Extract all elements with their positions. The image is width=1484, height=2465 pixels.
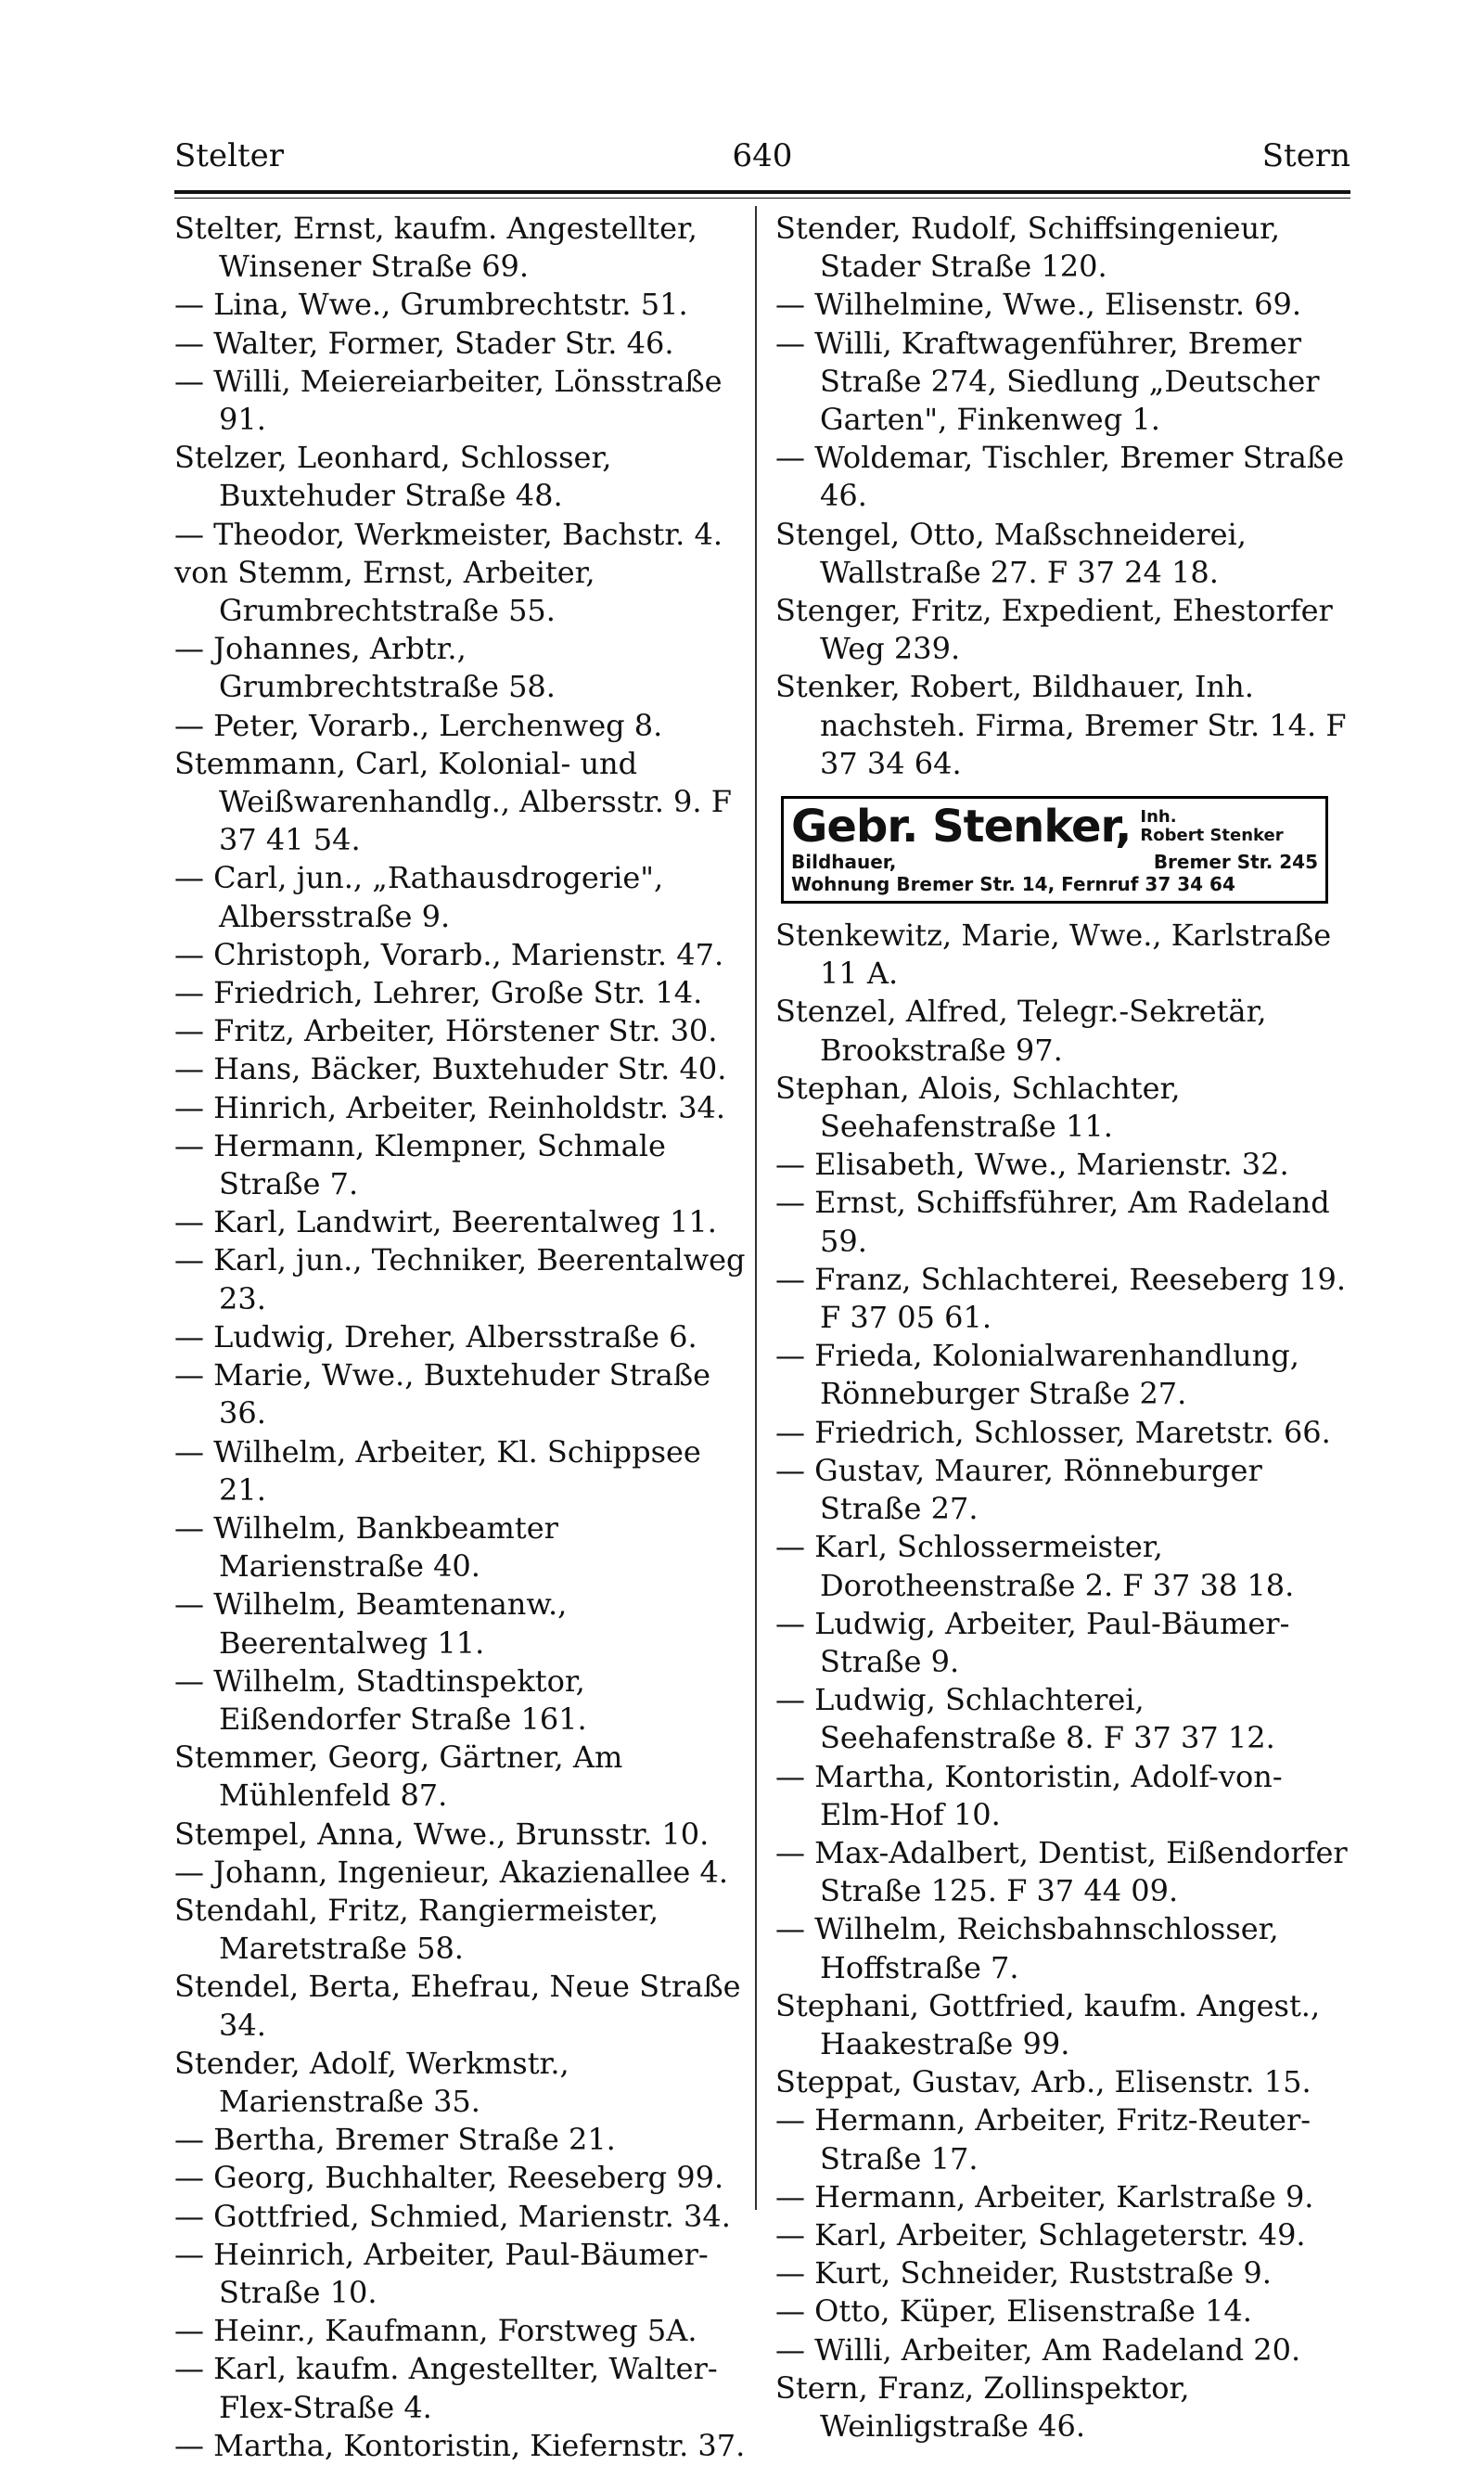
directory-entry: Stendahl, Fritz, Rangiermeister, Maretstraße 58. [174,1892,659,1967]
directory-entry: — Martha, Kontoristin, Kiefernstr. 37. [174,2427,746,2463]
directory-entry: Stemmann, Carl, Kolonial- und Weißwarenhandlg., Albersstr. 9. F 37 41 54. [174,745,732,858]
directory-entry: — Ludwig, Arbeiter, Paul-Bäumer-Straße 9. [775,1605,1290,1679]
directory-entry: — Hermann, Klempner, Schmale Straße 7. [174,1127,666,1202]
directory-entry: Stenger, Fritz, Expedient, Ehestorfer Weg 239. [775,593,1333,667]
directory-entry: — Woldemar, Tischler, Bremer Straße 46. [775,440,1345,514]
directory-entry: Stemmer, Georg, Gärtner, Am Mühlenfeld 87. [174,1740,623,1814]
ad-trade: Bildhauer, [791,851,897,874]
right-column [775,210,1350,2446]
directory-entry: Stengel, Otto, Maßschneiderei, Wallstraße 27. F 37 24 18. [775,516,1247,590]
directory-entry: — Theodor, Werkmeister, Bachstr. 4. [174,516,723,552]
directory-entry: Stelzer, Leonhard, Schlosser, Buxtehuder Straße 48. [174,440,612,514]
directory-entry: — Wilhelm, Beamtenanw., Beerentalweg 11. [174,1586,568,1661]
ad-workshop-address: Bremer Str. 245 [1153,851,1318,874]
directory-entry: Stephan, Alois, Schlachter, Seehafenstraße 11. [775,1070,1181,1145]
directory-entry: — Johannes, Arbtr., Grumbrechtstraße 58. [174,631,556,705]
directory-entry: Stendel, Berta, Ehefrau, Neue Straße 34. [174,1969,741,2043]
page-number: 640 [732,137,793,174]
directory-entry: Stempel, Anna, Wwe., Brunsstr. 10. [174,1816,710,1852]
directory-entry: Stenker, Robert, Bildhauer, Inh. nachsteh. Firma, Bremer Str. 14. F 37 34 64. [775,669,1347,781]
ad-firm-name: Gebr. Stenker, [791,801,1132,854]
directory-entry: — Karl, Schlossermeister, Dorotheenstraße 2. F 37 38 18. [775,1529,1295,1603]
ad-owner-block [1140,808,1283,851]
directory-entry: — Wilhelm, Reichsbahnschlosser, Hoffstraße 7. [775,1911,1279,1985]
directory-entry: — Karl, jun., Techniker, Beerentalweg 23. [174,1242,746,1316]
right-column-bottom [775,917,1350,2446]
header-rule-thin [174,198,1350,199]
directory-entry: — Lina, Wwe., Grumbrechtstr. 51. [174,287,688,323]
directory-entry: — Otto, Küper, Elisenstraße 14. [775,2293,1252,2330]
directory-entry: Stender, Rudolf, Schiffsingenieur, Stader Straße 120. [775,211,1281,285]
directory-entry: — Ludwig, Dreher, Albersstraße 6. [174,1318,697,1354]
directory-entry: — Bertha, Bremer Straße 21. [174,2122,616,2158]
running-head [174,137,1350,184]
directory-entry: Stelter, Ernst, kaufm. Angestellter, Winsener Straße 69. [174,211,697,285]
directory-entry: — Hermann, Arbeiter, Fritz-Reuter-Straße 17. [775,2102,1311,2176]
directory-entry: — Gottfried, Schmied, Marienstr. 34. [174,2198,731,2234]
directory-entry: — Christoph, Vorarb., Marienstr. 47. [174,936,724,972]
ad-owner: Robert Stenker [1140,826,1284,846]
directory-entry: — Max-Adalbert, Dentist, Eißendorfer Straße 125. F 37 44 09. [775,1834,1348,1909]
directory-entry: — Peter, Vorarb., Lerchenweg 8. [174,707,663,743]
header-rule-thick [174,190,1350,194]
ad-inh-label: Inh. [1140,807,1177,828]
header-first-name: Stelter [174,137,284,174]
directory-entry: — Fritz, Arbeiter, Hörstener Str. 30. [174,1013,718,1049]
directory-entry: — Georg, Buchhalter, Reeseberg 99. [174,2160,724,2196]
directory-entry: — Frieda, Kolonialwarenhandlung, Rönneburger Straße 27. [775,1338,1299,1412]
directory-entry: — Carl, jun., „Rathausdrogerie", Albersstraße 9. [174,860,664,934]
directory-entry: Stender, Adolf, Werkmstr., Marienstraße 35. [174,2045,569,2119]
directory-entry: — Wilhelm, Bankbeamter Marienstraße 40. [174,1509,558,1585]
directory-entry: Stenkewitz, Marie, Wwe., Karlstraße 11 A. [775,918,1332,992]
directory-entry: — Franz, Schlachterei, Reeseberg 19. F 37 05 61. [775,1261,1347,1336]
directory-entry: — Ludwig, Schlachterei, Seehafenstraße 8. F 37 37 12. [775,1682,1275,1756]
stenker-advertisement [781,796,1328,904]
directory-entry: — Hermann, Arbeiter, Karlstraße 9. [775,2178,1314,2215]
directory-entry: — Karl, Arbeiter, Schlageterstr. 49. [775,2216,1306,2253]
directory-entry: — Karl, Landwirt, Beerentalweg 11. [174,1204,717,1240]
left-column [174,210,749,2465]
directory-entry: Stenzel, Alfred, Telegr.-Sekretär, Brookstraße 97. [775,994,1267,1068]
directory-entry: — Willi, Kraftwagenführer, Bremer Straße 274, Siedlung „Deutscher Garten", Finkenweg 1. [775,325,1320,438]
directory-entry: — Marie, Wwe., Buxtehuder Straße 36. [174,1357,711,1431]
directory-entry: — Friedrich, Lehrer, Große Str. 14. [174,975,703,1011]
directory-entry: — Wilhelm, Stadtinspektor, Eißendorfer Straße 161. [174,1663,587,1737]
directory-entry: Stern, Franz, Zollinspektor, Weinligstraße 46. [775,2369,1190,2444]
directory-entry: — Elisabeth, Wwe., Marienstr. 32. [775,1147,1289,1183]
directory-entry: — Karl, kaufm. Angestellter, Walter-Flex-Straße 4. [174,2351,718,2425]
directory-entry: — Hans, Bäcker, Buxtehuder Str. 40. [174,1051,727,1087]
directory-entry: — Walter, Former, Stader Str. 46. [174,325,674,361]
directory-entry: Stephani, Gottfried, kaufm. Angest., Haakestraße 99. [775,1987,1321,2061]
directory-entry: — Friedrich, Schlosser, Maretstr. 66. [775,1414,1331,1450]
directory-entry: — Ernst, Schiffsführer, Am Radeland 59. [775,1185,1330,1259]
directory-entry: — Heinr., Kaufmann, Forstweg 5A. [174,2313,697,2349]
directory-entry: — Heinrich, Arbeiter, Paul-Bäumer-Straße 10. [174,2236,709,2310]
directory-entry: — Kurt, Schneider, Ruststraße 9. [775,2255,1272,2292]
directory-entry: von Stemm, Ernst, Arbeiter, Grumbrechtstraße 55. [174,554,595,629]
right-column-top [775,210,1350,783]
directory-entry: — Hinrich, Arbeiter, Reinholdstr. 34. [174,1089,726,1125]
directory-entry: — Martha, Kontoristin, Adolf-von-Elm-Hof 10. [775,1758,1283,1832]
column-divider [755,206,757,2210]
directory-entry: — Gustav, Maurer, Rönneburger Straße 27. [775,1452,1262,1527]
header-last-name: Stern [1261,137,1350,174]
ad-residence: Wohnung Bremer Str. 14, Fernruf 37 34 64 [791,873,1235,896]
directory-entry: — Willi, Arbeiter, Am Radeland 20. [775,2331,1301,2368]
directory-entry: — Johann, Ingenieur, Akazienallee 4. [174,1854,729,1890]
directory-entry: — Wilhelm, Arbeiter, Kl. Schippsee 21. [174,1433,701,1508]
directory-entry: — Willi, Meiereiarbeiter, Lönsstraße 91. [174,363,723,438]
directory-entry: — Wilhelmine, Wwe., Elisenstr. 69. [775,287,1302,323]
directory-entry: Steppat, Gustav, Arb., Elisenstr. 15. [775,2064,1311,2100]
